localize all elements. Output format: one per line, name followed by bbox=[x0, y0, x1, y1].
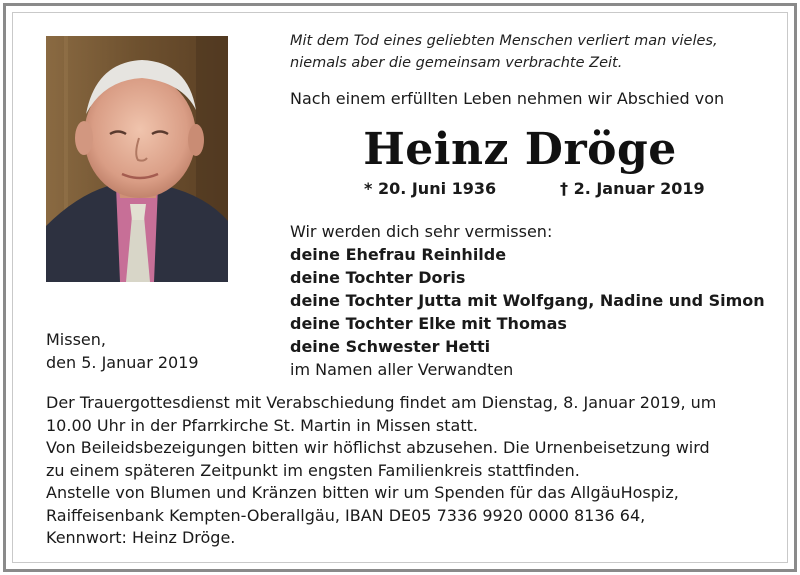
footer-line: zu einem späteren Zeitpunkt im engsten Familienkreis stattfinden. bbox=[46, 460, 580, 480]
mourners-list bbox=[290, 220, 780, 381]
service-information bbox=[46, 392, 766, 550]
footer-line: Anstelle von Blumen und Kränzen bitten wir um Spenden für das AllgäuHospiz, bbox=[46, 483, 679, 502]
mourner-entry: deine Ehefrau Reinhilde bbox=[290, 245, 507, 264]
quote-line: Mit dem Tod eines geliebten Menschen verliert man vieles, bbox=[290, 33, 718, 49]
footer-line: Von Beileidsbezeigungen bitten wir höflichst abzusehen. Die Urnenbeisetzung wird bbox=[46, 438, 710, 457]
place-city: Missen, bbox=[46, 330, 106, 349]
place-and-date bbox=[46, 328, 266, 374]
quote-line: niemals aber die gemeinsam verbrachte Zeit. bbox=[290, 55, 623, 71]
footer-line: Raiffeisenbank Kempten-Oberallgäu, IBAN DE05 7336 9920 0000 8136 64, bbox=[46, 505, 646, 525]
mourner-entry: deine Tochter Jutta mit Wolfgang, Nadine und Simon bbox=[290, 291, 765, 310]
death-date: † 2. Januar 2019 bbox=[560, 179, 705, 198]
farewell-intro: Nach einem erfüllten Leben nehmen wir Abschied von bbox=[290, 89, 725, 108]
place-date: den 5. Januar 2019 bbox=[46, 353, 199, 372]
footer-line: Der Trauergottesdienst mit Verabschiedung findet am Dienstag, 8. Januar 2019, um bbox=[46, 393, 717, 412]
mourner-entry: deine Schwester Hetti bbox=[290, 337, 491, 356]
portrait-image bbox=[46, 36, 228, 282]
footer-line: Kennwort: Heinz Dröge. bbox=[46, 528, 236, 547]
footer-line: 10.00 Uhr in der Pfarrkirche St. Martin in Missen statt. bbox=[46, 415, 478, 435]
deceased-name: Heinz Dröge bbox=[363, 124, 677, 175]
mourner-entry: deine Tochter Doris bbox=[290, 268, 466, 287]
birth-date: * 20. Juni 1936 bbox=[364, 179, 497, 198]
mourner-entry: deine Tochter Elke mit Thomas bbox=[290, 314, 567, 333]
portrait-photo bbox=[46, 36, 228, 282]
mourners-closing: im Namen aller Verwandten bbox=[290, 360, 514, 379]
memorial-quote bbox=[290, 30, 770, 74]
mourners-intro: Wir werden dich sehr vermissen: bbox=[290, 222, 553, 241]
